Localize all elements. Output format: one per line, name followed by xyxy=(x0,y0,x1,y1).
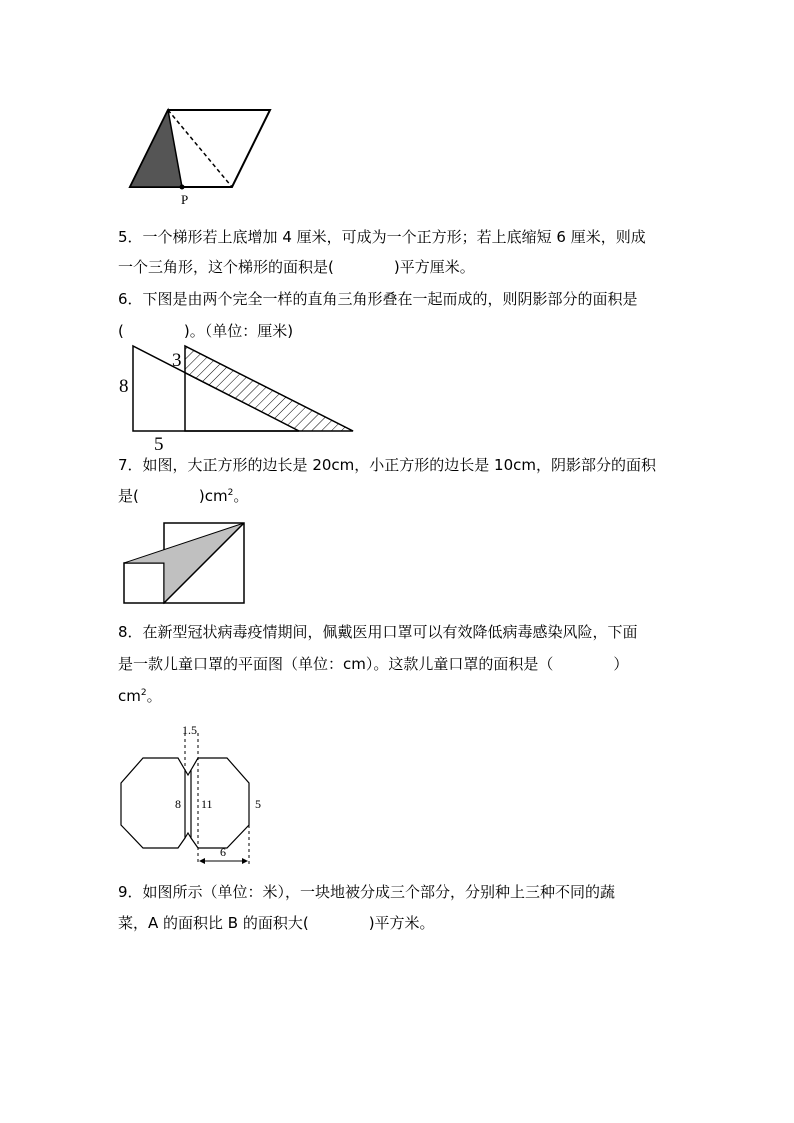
p-label: P xyxy=(181,192,189,207)
point-p xyxy=(180,185,185,190)
label-3: 3 xyxy=(172,350,182,371)
q8-end: 。 xyxy=(146,687,162,705)
q8-line-3 xyxy=(118,686,162,706)
shaded-triangle xyxy=(130,110,182,187)
q6-figure xyxy=(115,340,365,455)
squared-sup: 2 xyxy=(227,488,234,498)
label-8: 8 xyxy=(175,797,181,811)
q7-line-2-text: 是( )cm xyxy=(118,487,228,505)
q8-figure xyxy=(115,718,275,868)
label-5: 5 xyxy=(255,797,261,811)
mask-notch-bottom xyxy=(185,833,191,838)
q8-unit: cm xyxy=(118,687,141,705)
q7-line-1: 7．如图，大正方形的边长是 20cm，小正方形的边长是 10cm，阴影部分的面积 xyxy=(118,456,656,474)
q7-line-2-end: 。 xyxy=(233,487,249,505)
q6-line-1: 6．下图是由两个完全一样的直角三角形叠在一起而成的，则阴影部分的面积是 xyxy=(118,290,638,308)
label-11: 11 xyxy=(201,797,213,811)
small-square xyxy=(124,563,164,603)
q5-line-1: 5．一个梯形若上底增加 4 厘米，可成为一个正方形；若上底缩短 6 厘米，则成 xyxy=(118,228,646,246)
q4-figure xyxy=(120,100,280,210)
q9-line-1: 9．如图所示（单位：米），一块地被分成三个部分，分别种上三种不同的蔬 xyxy=(118,883,616,901)
mask-right-half xyxy=(191,758,249,848)
q8-line-1: 8．在新型冠状病毒疫情期间，佩戴医用口罩可以有效降低病毒感染风险，下面 xyxy=(118,623,638,641)
arrow-head-right xyxy=(242,858,248,864)
label-8: 8 xyxy=(119,376,129,397)
q7-line-2 xyxy=(118,486,248,506)
mask-notch xyxy=(185,770,191,775)
q9-line-2: 菜，A 的面积比 B 的面积大( )平方米。 xyxy=(118,914,435,932)
q7-figure xyxy=(120,518,250,608)
hatched-region xyxy=(185,346,353,431)
q8-line-2: 是一款儿童口罩的平面图（单位：cm）。这款儿童口罩的面积是（ ） xyxy=(118,655,629,673)
arrow-head-left xyxy=(199,858,205,864)
label-5: 5 xyxy=(154,434,164,455)
q5-line-2: 一个三角形，这个梯形的面积是( )平方厘米。 xyxy=(118,258,475,276)
squared-sup: 2 xyxy=(140,688,147,698)
label-1-5: 1.5 xyxy=(182,723,197,737)
label-6: 6 xyxy=(220,845,226,859)
q6-line-2: ( )。（单位：厘米) xyxy=(118,322,294,340)
